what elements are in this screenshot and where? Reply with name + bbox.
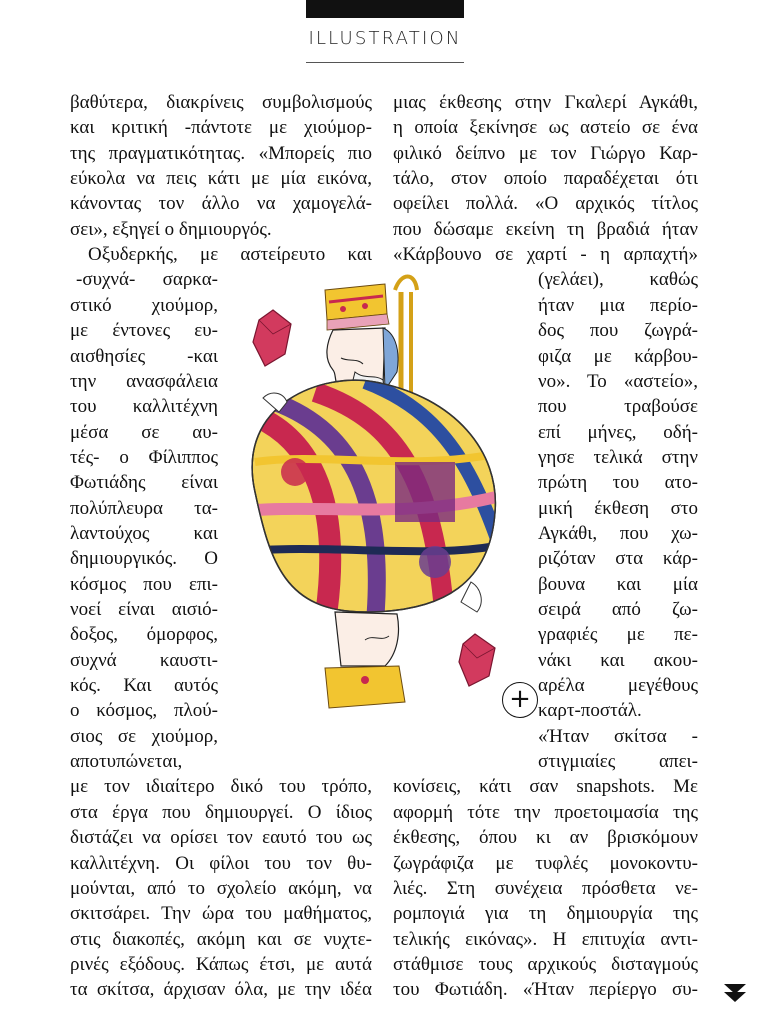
text-line: την ανασφάλεια [70,370,218,392]
text-line: γραφιές με πε- [538,624,698,646]
text-line: στα έργα που δημιουργεί. Ο ίδιος [70,801,372,823]
text-line: ρινές εξόδους. Κάπως έτσι, με αυτά [70,953,372,975]
text-line: του καλλιτέχνη [70,396,218,418]
text-line: και κριτική -πάντοτε με χιούμορ- [70,117,372,139]
diamond-suit-icon [459,634,495,686]
text-line: μούνται, από το σχολείο ακόμη, να [70,877,372,899]
text-line: γησε τελικά στην [538,446,698,468]
crown-icon [325,284,389,330]
text-line: της πραγματικότητας. «Μπορείς πιο [70,142,372,164]
text-line: συχνά καυστι- [70,649,218,671]
text-line: «Ήταν σκίτσα - [538,725,698,747]
diamond-suit-icon [253,310,291,366]
text-line: νάκι και ακου- [538,649,698,671]
expand-button[interactable] [502,682,538,718]
text-line: (γελάει), καθώς [538,269,698,291]
text-line: τα σκίτσα, άρχισαν όλα, με την ιδέα [70,979,372,1001]
text-line: φιζα με κάρβου- [538,345,698,367]
text-line: νο». Το «αστείο», [538,370,698,392]
text-line: βουνα και μία [538,573,698,595]
text-line: λαντούχος και [70,522,218,544]
text-line: τάλο, στον οποίο παραδέχεται ότι [393,168,698,190]
text-line: επί μήνες, οδή- [538,421,698,443]
next-page-button[interactable] [722,980,748,1006]
text-line: διστάζει να ορίσει τον εαυτό του ως [70,827,372,849]
plus-circle-icon: + [509,684,531,714]
section-rule [306,62,464,63]
text-line: αρέλα μεγέθους [538,675,698,697]
text-line: τελικής εικόνας». Η επιτυχία αντι- [393,928,698,950]
text-line: καλλιτέχνη. Οι φίλοι του τον θυ- [70,852,372,874]
text-line: λιές. Στη συνέχεια πρόσθετα νε- [393,877,698,899]
text-line: «Κάρβουνο σε χαρτί - η αρπαχτή» [393,244,698,266]
text-line: βαθύτερα, διακρίνεις συμβολισμούς [70,92,372,113]
text-line: σκιτσάρει. Την ώρα του μαθήματος, [70,903,372,925]
text-line: η οποία ξεκίνησε ως αστείο σε ένα [393,117,698,139]
text-line: οφείλει πολλά. «Ο αρχικός τίτλος [393,193,698,215]
text-line: Οξυδερκής, με αστείρευτο και [88,244,372,266]
section-label: ILLUSTRATION [308,28,462,49]
text-line: στις διακοπές, ακόμη και σε νυχτε- [70,928,372,950]
lower-jack-face [325,612,405,708]
text-line: σει», εξηγεί ο δημιουργός. [70,218,272,240]
text-line: δοξος, όμορφος, [70,624,218,646]
text-line: καρτ-ποστάλ. [538,700,642,722]
text-line: ζωγράφιζα με τυφλές μονοκοντυ- [393,852,698,874]
text-line: ήταν μια περίο- [538,294,698,316]
text-line: σιος σε χιούμορ, [70,725,218,747]
text-line: στάθμισε τους αρχικούς δισταγμούς [393,953,698,975]
text-line: κονίσεις, κάτι σαν snapshots. Με [393,776,698,798]
text-line: αποτυπώνεται, [70,751,183,773]
text-line: Φωτιάδης είναι [70,472,218,494]
text-line: που δώσαμε εκείνη τη βραδιά ήταν [393,218,698,240]
text-line: -συχνά- σαρκα- [76,269,218,291]
text-line: έκθεσης, όπου κι αν βρισκόμουν [393,827,698,849]
header-bar [306,0,464,18]
text-line: κόσμος που επι- [70,573,218,595]
text-line: φιλικό δείπνο με τον Γιώργο Καρ- [393,142,698,164]
text-line: δος που ζωγρά- [538,320,698,342]
text-line: μιας έκθεσης στην Γκαλερί Αγκάθι, [393,92,698,113]
text-line: κός. Και αυτός [70,675,218,697]
text-line: μέσα σε αυ- [70,421,218,443]
text-line: κάνοντας τον άλλο να χαμογελά- [70,193,372,215]
text-line: αισθησίες -και [70,345,218,367]
text-line: πολύπλευρα τα- [70,497,218,519]
text-line: εύκολα να πεις κάτι με μία εικόνα, [70,168,372,190]
text-line: ο κόσμος, πλού- [70,700,218,722]
text-line: νοεί είναι αισιό- [70,599,218,620]
text-line: Αγκάθι, που χω- [538,522,698,544]
text-line: μική έκθεση στο [538,497,698,519]
text-line: αφορμή τότε την προετοιμασία της [393,801,698,823]
down-arrow-icon [722,980,748,1006]
text-line: στιγμιαίες απει- [538,751,698,773]
text-line: ρομπογιά για τη δημιουργία της [393,903,698,925]
text-line: ριζόταν στα κάρ- [538,548,698,570]
text-line: με τον ιδιαίτερο δικό του τρόπο, [70,776,372,798]
text-line: σειρά από ζω- [538,599,698,620]
text-line: στικό χιούμορ, [70,294,218,316]
text-line: δημιουργικός. Ο [70,548,218,570]
jack-of-diamonds-illustration [215,262,515,722]
text-line: που τραβούσε [538,396,698,418]
text-line: με έντονες ευ- [70,320,218,342]
text-line: πρώτη του ατο- [538,472,698,494]
text-line: του Φωτιάδη. «Ήταν περίεργο συ- [393,979,698,1001]
text-line: τές- ο Φίλιππος [70,446,218,468]
